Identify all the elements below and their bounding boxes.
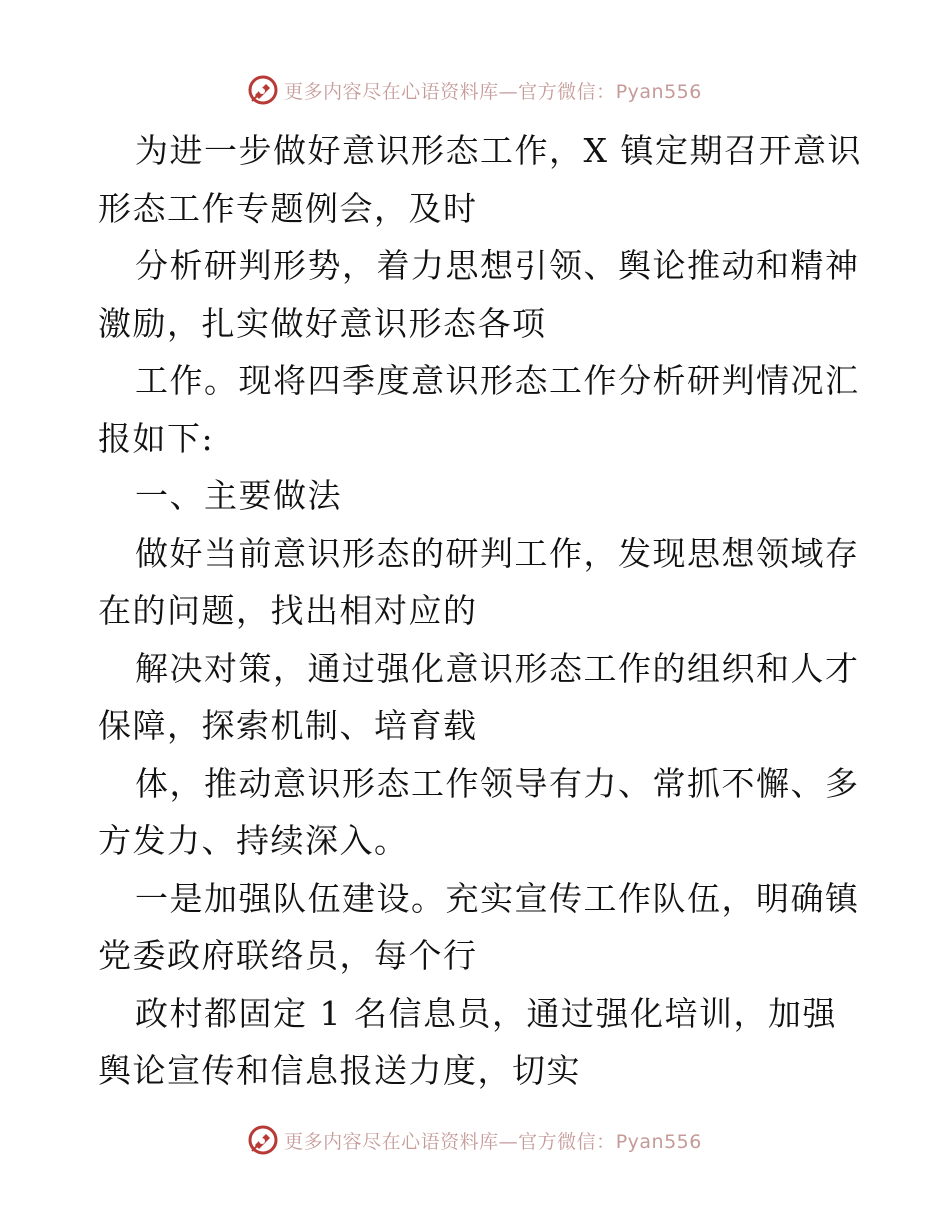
paragraph-5 xyxy=(98,525,858,640)
paragraph-2 xyxy=(98,237,858,352)
brand-logo-icon xyxy=(248,75,278,105)
document-body xyxy=(98,122,862,1100)
header-banner-brand: 更多内容尽在心语资料库 xyxy=(284,80,499,103)
paragraph-9 xyxy=(98,985,858,1100)
header-banner-contact-id: Pyan556 xyxy=(615,80,702,103)
paragraph-line: 方发力、持续深入。 xyxy=(98,821,409,860)
footer-watermark-banner xyxy=(0,1120,950,1160)
footer-banner-separator: — xyxy=(498,1130,519,1153)
paragraph-line: 在的问题，找出相对应的 xyxy=(98,591,478,630)
paragraph-line: 激励，扎实做好意识形态各项 xyxy=(98,303,547,343)
paragraph-line: 一是加强队伍建设。充实宣传工作队伍，明确镇 xyxy=(135,878,860,918)
paragraph-3 xyxy=(98,352,858,467)
header-watermark-banner xyxy=(0,70,950,110)
section-heading xyxy=(98,467,858,525)
header-banner-contact-label: 官方微信： xyxy=(518,80,616,103)
footer-banner-contact-label: 官方微信： xyxy=(518,1130,616,1153)
paragraph-line: 舆论宣传和信息报送力度，切实 xyxy=(98,1051,581,1090)
paragraph-line: 党委政府联络员，每个行 xyxy=(98,936,478,975)
paragraph-line: 为进一步做好意识形态工作，X 镇定期召开意识 xyxy=(135,131,862,170)
paragraph-line: 报如下: xyxy=(98,418,215,458)
footer-banner-text xyxy=(284,1127,702,1154)
section-heading-text: 一、主要做法 xyxy=(135,476,342,515)
paragraph-6 xyxy=(98,640,858,755)
paragraph-line: 体，推动意识形态工作领导有力、常抓不懈、多 xyxy=(135,763,860,803)
footer-banner-contact-id: Pyan556 xyxy=(615,1130,702,1153)
paragraph-1 xyxy=(98,122,862,237)
paragraph-line: 政村都固定 1 名信息员，通过强化培训，加强 xyxy=(135,993,837,1033)
paragraph-line: 工作。现将四季度意识形态工作分析研判情况汇 xyxy=(135,361,860,400)
paragraph-line: 形态工作专题例会，及时 xyxy=(98,188,478,228)
paragraph-line: 解决对策，通过强化意识形态工作的组织和人才 xyxy=(135,648,860,688)
header-banner-text xyxy=(284,77,702,104)
paragraph-8 xyxy=(98,870,858,985)
footer-banner-brand: 更多内容尽在心语资料库 xyxy=(284,1130,499,1153)
paragraph-7 xyxy=(98,755,858,870)
paragraph-line: 做好当前意识形态的研判工作，发现思想领域存 xyxy=(135,533,860,573)
paragraph-line: 保障，探索机制、培育载 xyxy=(98,706,478,745)
brand-logo-icon xyxy=(248,1125,278,1155)
header-banner-separator: — xyxy=(498,80,519,103)
paragraph-line: 分析研判形势，着力思想引领、舆论推动和精神 xyxy=(135,246,860,285)
